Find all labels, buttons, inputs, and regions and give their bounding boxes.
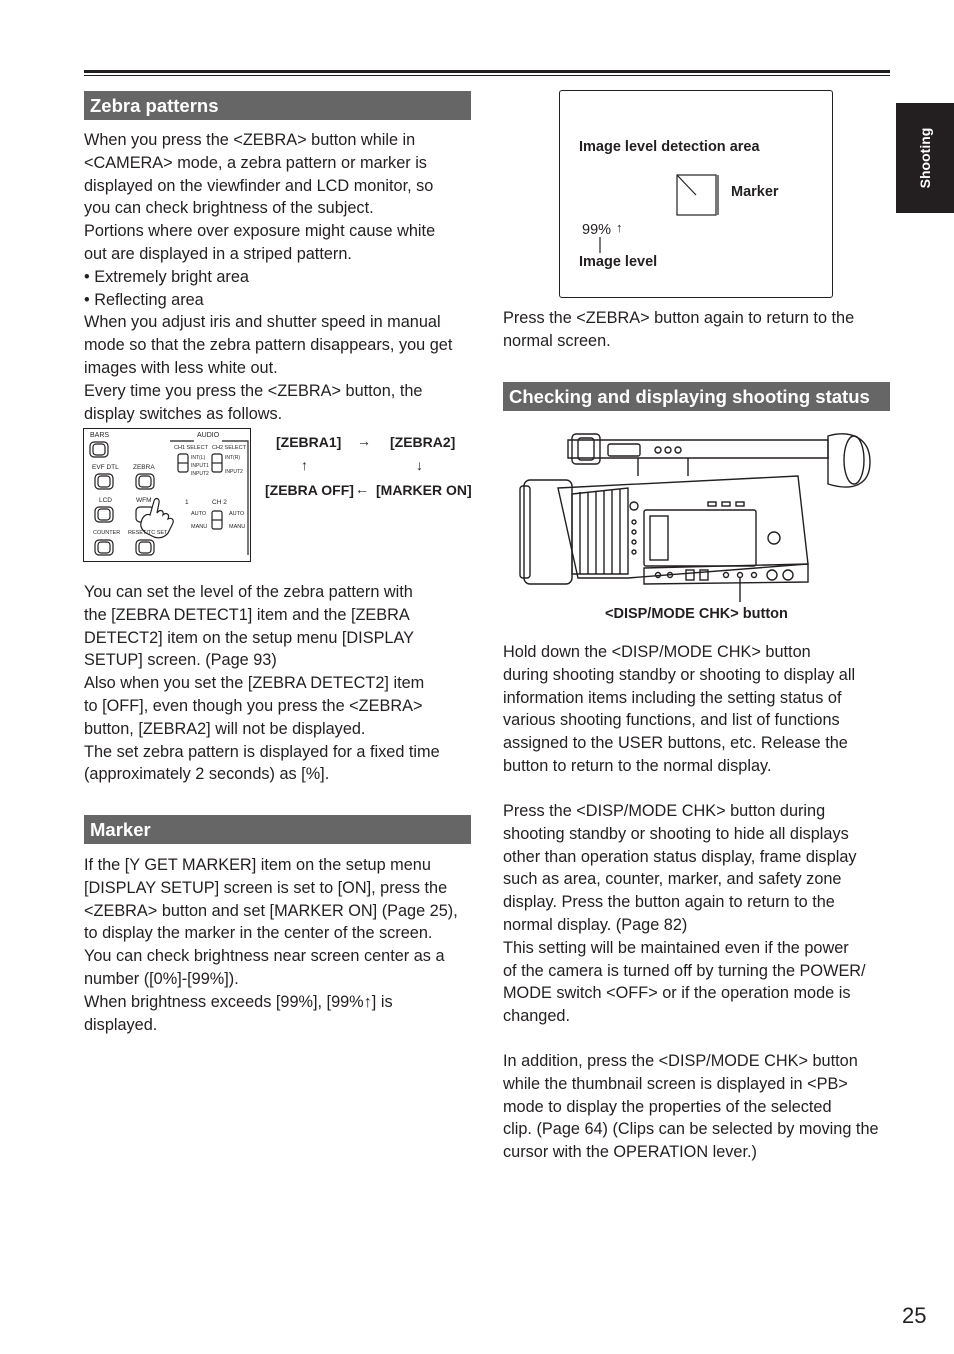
- panel-label-input2-a: INPUT2: [191, 471, 209, 477]
- disp-mode-chk-caption: <DISP/MODE CHK> button: [605, 606, 788, 622]
- seq-marker-on: [MARKER ON]: [376, 482, 472, 498]
- panel-label-ch1-select: CH1 SELECT: [174, 445, 208, 451]
- panel-label-counter: COUNTER: [93, 530, 121, 536]
- panel-label-input1: INPUT1: [191, 463, 209, 469]
- top-rule: [84, 70, 890, 73]
- section-tab-label: Shooting: [917, 127, 933, 189]
- panel-label-int-l: INT(L): [191, 455, 206, 461]
- seq-arrow-left: ←: [355, 481, 369, 497]
- seq-arrow-down: ↓: [416, 457, 423, 473]
- image-level-diagram: [559, 90, 833, 298]
- detection-area-label: Image level detection area: [579, 139, 760, 155]
- status-text-1: Hold down the <DISP/MODE CHK> button during shooting standby or shooting to display all information items including the setting status of various shooting functions, and list of functions assigned to the USER buttons, etc. Release the button to return to the normal display.: [503, 643, 856, 775]
- zebra-heading: Zebra patterns: [84, 91, 471, 120]
- camcorder-illustration: [518, 428, 892, 606]
- page-number: 25: [902, 1303, 927, 1328]
- seq-zebra2: [ZEBRA2]: [390, 434, 456, 450]
- zebra-intro: When you press the <ZEBRA> button while in <CAMERA> mode, a zebra pattern or marker is displayed on the viewfinder and LCD monitor, so you can check brightness of the subject. Portions where over exposure might cause white out are displayed in a striped pattern. • Extremely bright area • Reflecting area When you adjust iris and shutter speed in manual mode so that the zebra pattern disappears, you get images with less white out. Every time you press the <ZEBRA> button, the display switches as follows.: [84, 131, 453, 423]
- seq-arrow-up: ↑: [301, 457, 308, 473]
- level-percent: 99%: [582, 222, 612, 238]
- marker-label: Marker: [731, 184, 779, 200]
- seq-arrow-right: →: [357, 433, 371, 449]
- panel-label-ch2-select: CH2 SELECT: [212, 445, 246, 451]
- panel-label-zebra: ZEBRA: [133, 464, 155, 471]
- marker-text: If the [Y GET MARKER] item on the setup menu [DISPLAY SETUP] screen is set to [ON], press the <ZEBRA> button and set [MARKER ON] (Page 25), to display the marker in the center of the screen. You can check brightness near screen center as a number ([0%]-[99%]). When brightness exceeds [99%], [99%↑] is displayed.: [84, 856, 458, 1034]
- panel-label-ch1: 1: [185, 499, 189, 506]
- status-text-3: In addition, press the <DISP/MODE CHK> button while the thumbnail screen is displayed in <PB> mode to display the properties of the selected clip. (Page 64) (Clips can be selected by moving the cursor with the OPERATION lever.): [503, 1052, 879, 1162]
- panel-label-manu1: MANU: [191, 524, 208, 530]
- panel-label-auto1: AUTO: [191, 511, 207, 517]
- marker-heading: Marker: [84, 815, 471, 844]
- panel-label-manu2: MANU: [229, 524, 246, 530]
- seq-zebra1: [ZEBRA1]: [276, 434, 342, 450]
- panel-label-input2-b: INPUT2: [225, 469, 243, 475]
- zebra-return-text: Press the <ZEBRA> button again to return to the normal screen.: [503, 309, 855, 350]
- top-rule-thin: [84, 75, 890, 76]
- status-text-2: Press the <DISP/MODE CHK> button during shooting standby or shooting to hide all displays other than operation status display, frame display such as area, counter, marker, and safety zone display. Press the button again to return to the normal display. (Page 82) This setting will be maintained even if the power of the camera is turned off by turning the POWER/ MODE switch <OFF> or if the operation mode is changed.: [503, 802, 866, 1026]
- button-panel-illustration: [83, 428, 251, 562]
- panel-label-ch2: CH 2: [212, 499, 227, 506]
- section-tab: [896, 103, 954, 213]
- panel-label-auto2: AUTO: [229, 511, 245, 517]
- image-level-label: Image level: [579, 254, 658, 270]
- panel-label-lcd: LCD: [99, 497, 113, 504]
- panel-label-int-r: INT(R): [225, 455, 240, 461]
- panel-label-audio: AUDIO: [197, 432, 220, 439]
- panel-label-bars: BARS: [90, 432, 110, 439]
- status-heading: Checking and displaying shooting status: [503, 382, 890, 411]
- zebra-detect-text: You can set the level of the zebra pattern with the [ZEBRA DETECT1] item and the [ZEBRA DETECT2] item on the setup menu [DISPLAY SETUP] screen. (Page 93) Also when you set the [ZEBRA DETECT2] item to [OFF], even though you press the <ZEBRA> button, [ZEBRA2] will not be displayed. The set zebra pattern is displayed for a fixed time (approximately 2 seconds) as [%].: [84, 583, 440, 784]
- level-up-arrow: ↑: [616, 220, 623, 235]
- panel-label-reset: RESET/TC SET: [128, 530, 168, 536]
- panel-label-evf-dtl: EVF DTL: [92, 464, 119, 471]
- panel-label-wfm: WFM: [136, 497, 152, 504]
- seq-zebra-off: [ZEBRA OFF]: [265, 482, 354, 498]
